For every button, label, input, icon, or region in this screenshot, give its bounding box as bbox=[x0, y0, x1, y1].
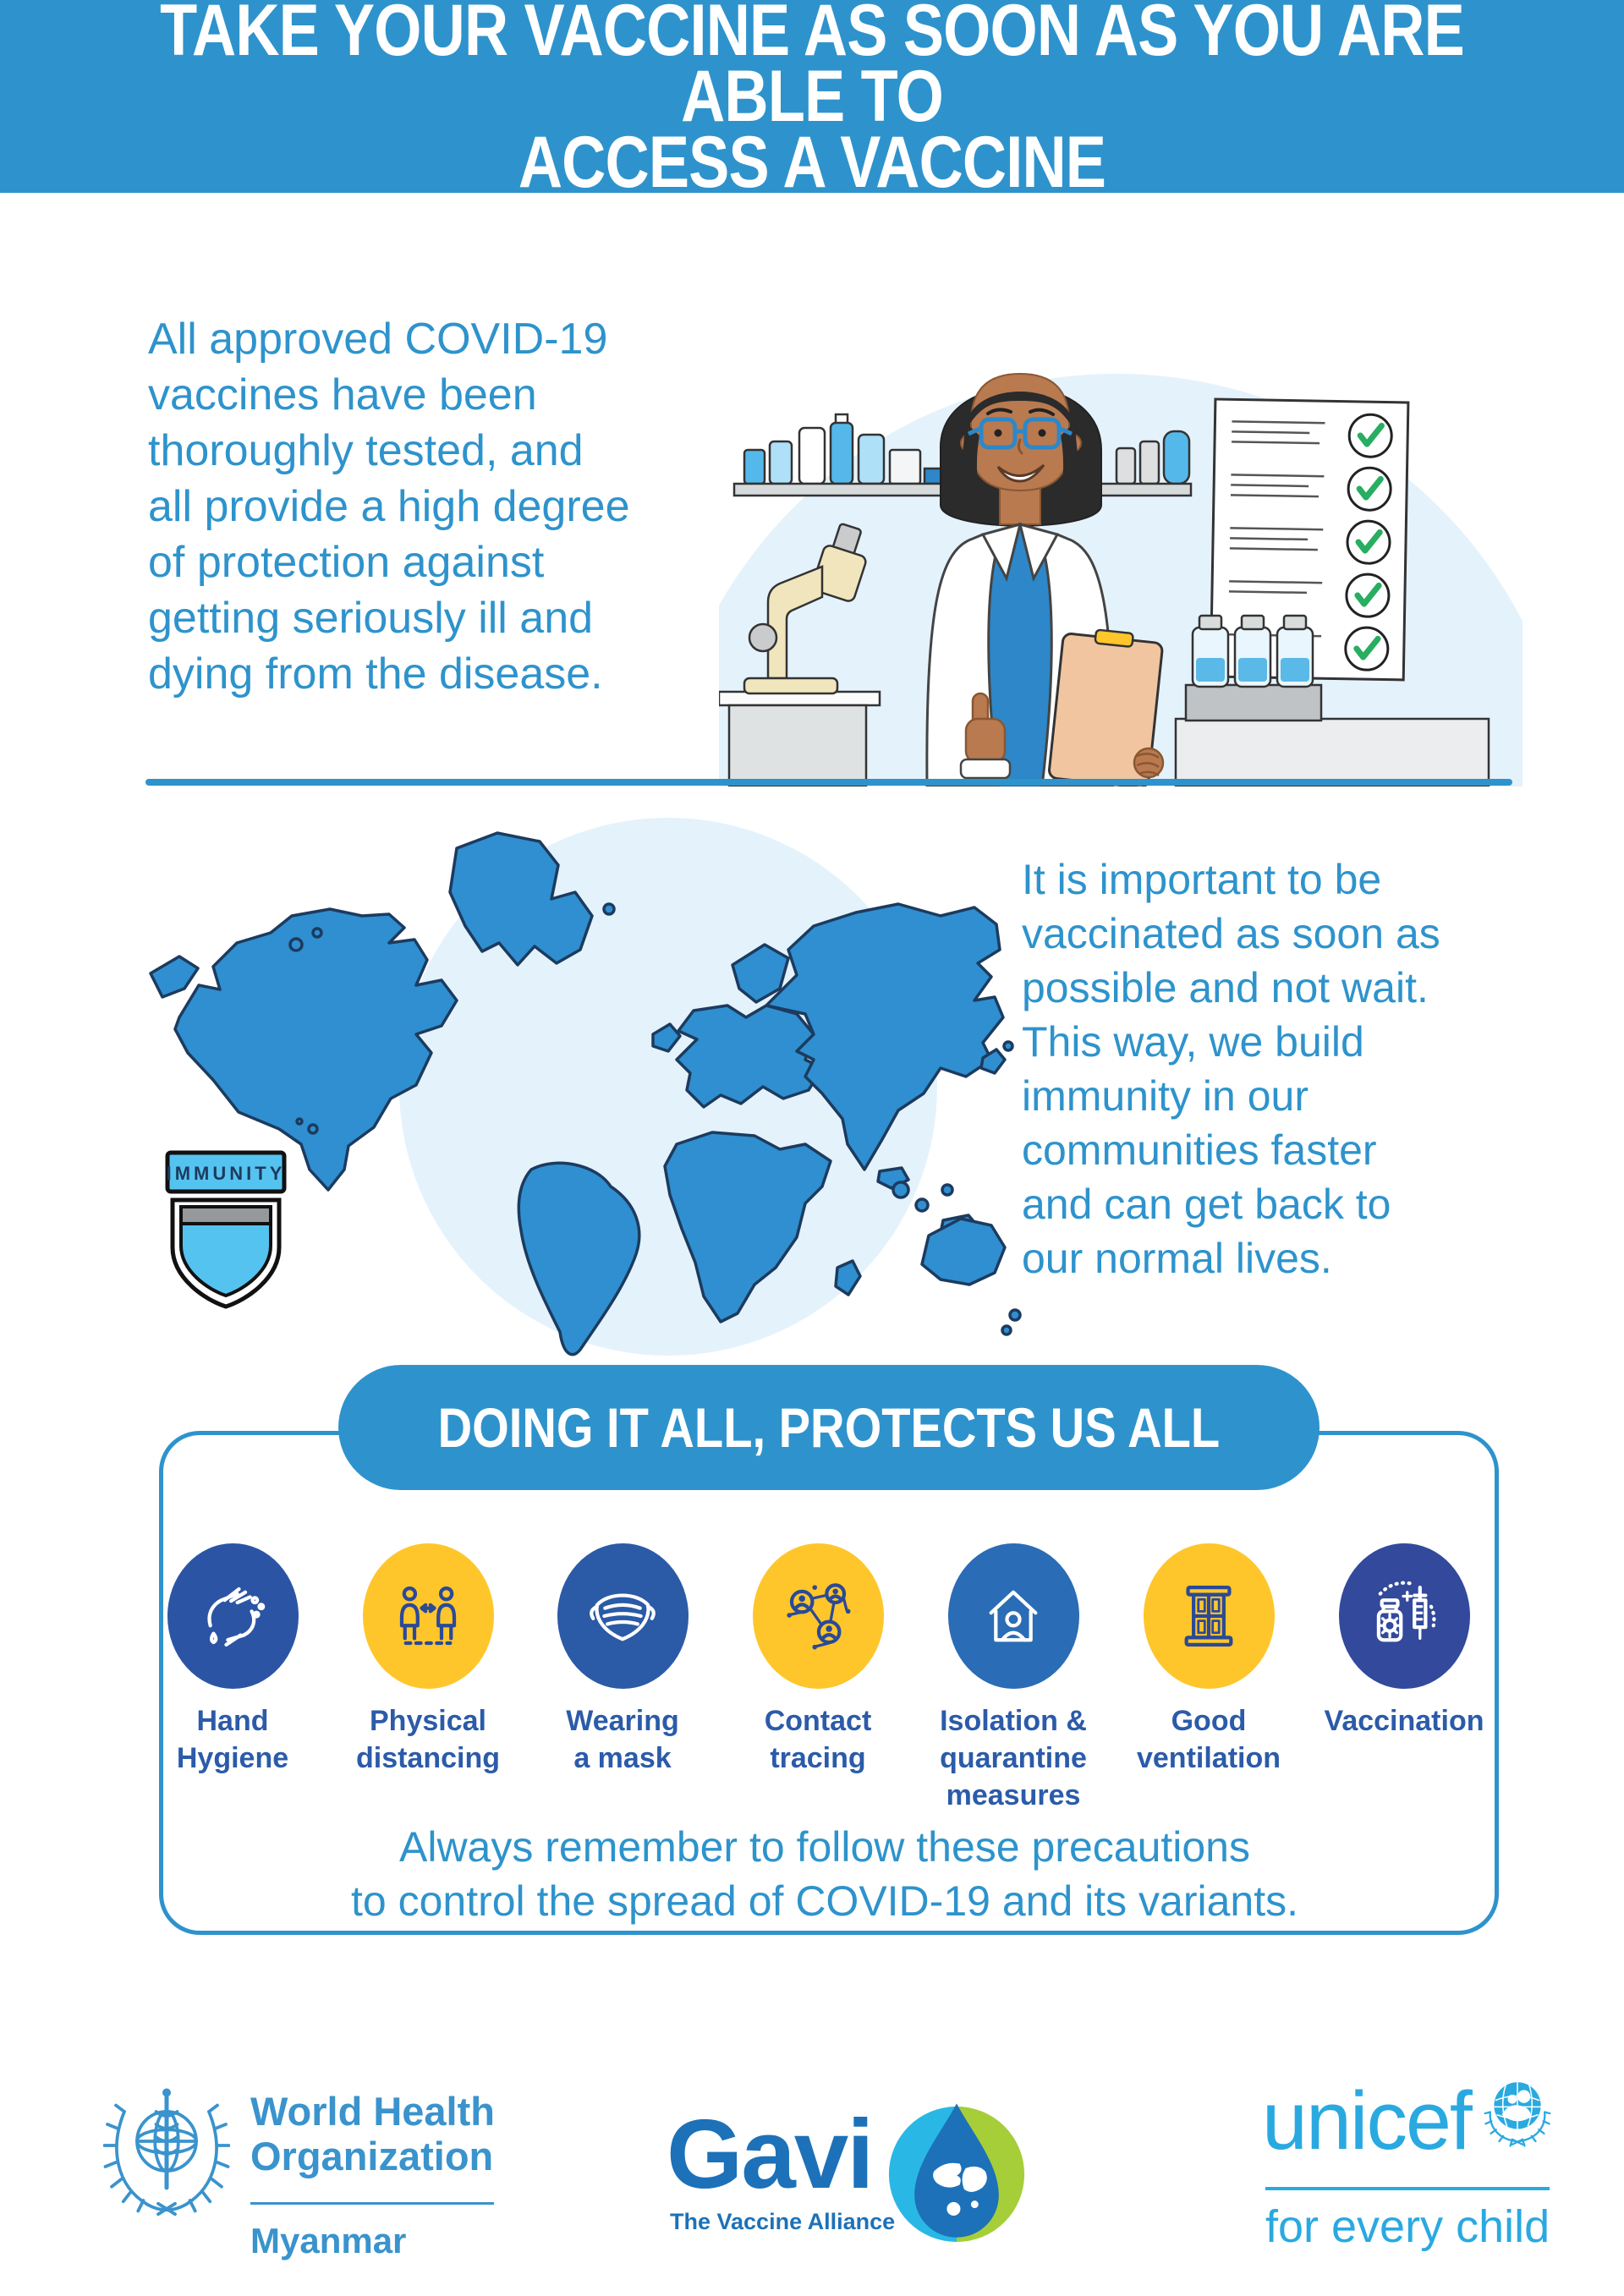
mask-icon bbox=[557, 1543, 689, 1689]
intro-paragraph bbox=[148, 311, 774, 702]
icon-label: Good ventilation bbox=[1136, 1705, 1281, 1774]
section-divider bbox=[145, 779, 1512, 786]
world-map bbox=[135, 808, 1032, 1370]
precaution-isolation-quarantine bbox=[916, 1543, 1111, 1814]
who-logo-text bbox=[250, 2089, 495, 2178]
health-worker-illustration bbox=[719, 323, 1522, 786]
icon-label: Isolation & quarantine measures bbox=[940, 1705, 1087, 1811]
who-country: Myanmar bbox=[250, 2221, 407, 2260]
precaution-vaccination bbox=[1307, 1543, 1501, 1740]
physical-distancing-icon bbox=[363, 1543, 494, 1689]
precaution-hand-hygiene bbox=[135, 1543, 330, 1777]
precautions-note bbox=[159, 1820, 1490, 1928]
unicef-logo-emblem bbox=[1479, 2072, 1556, 2150]
contact-tracing-icon bbox=[753, 1543, 884, 1689]
header-title-line2: ACCESS A VACCINE bbox=[518, 122, 1106, 203]
map-line: possible and not wait. bbox=[1022, 964, 1429, 1011]
map-line: our normal lives. bbox=[1022, 1235, 1332, 1282]
icon-label: Hand Hygiene bbox=[176, 1705, 289, 1774]
shield-label: IMMUNITY bbox=[166, 1163, 286, 1184]
precaution-physical-distancing bbox=[331, 1543, 525, 1777]
map-line: immunity in our bbox=[1022, 1072, 1309, 1120]
header-title-line1: TAKE YOUR VACCINE AS SOON AS YOU ARE ABLE TO bbox=[160, 0, 1464, 137]
note-line1: Always remember to follow these precautions bbox=[398, 1823, 1250, 1871]
gavi-tagline: The Vaccine Alliance bbox=[670, 2209, 896, 2234]
intro-line: of protection against bbox=[148, 538, 545, 587]
hand-hygiene-icon bbox=[167, 1543, 299, 1689]
map-line: vaccinated as soon as bbox=[1022, 910, 1440, 957]
precaution-wearing-a-mask bbox=[525, 1543, 720, 1777]
map-line: communities faster bbox=[1022, 1126, 1377, 1174]
precaution-contact-tracing bbox=[721, 1543, 915, 1777]
who-divider-line bbox=[250, 2202, 494, 2205]
who-logo-emblem bbox=[103, 2082, 230, 2222]
unicef-divider-line bbox=[1265, 2187, 1550, 2190]
who-name-line2: Organization bbox=[250, 2134, 494, 2178]
note-line2: to control the spread of COVID-19 and its variants. bbox=[351, 1877, 1298, 1925]
precaution-good-ventilation bbox=[1111, 1543, 1306, 1777]
icon-label: Wearing a mask bbox=[566, 1705, 679, 1774]
map-line: and can get back to bbox=[1022, 1181, 1391, 1228]
vaccination-icon bbox=[1339, 1543, 1470, 1689]
ventilation-icon bbox=[1144, 1543, 1275, 1689]
intro-line: vaccines have been bbox=[148, 370, 537, 419]
map-line: It is important to be bbox=[1022, 856, 1382, 903]
isolation-icon bbox=[948, 1543, 1079, 1689]
header-banner bbox=[0, 0, 1624, 203]
gavi-logo-text: Gavi bbox=[667, 2099, 873, 2209]
precautions-banner-text: DOING IT ALL, PROTECTS US ALL bbox=[437, 1396, 1221, 1459]
intro-line: getting seriously ill and bbox=[148, 594, 594, 643]
icon-label: Contact tracing bbox=[764, 1705, 872, 1774]
intro-line: dying from the disease. bbox=[148, 649, 603, 699]
intro-line: all provide a high degree bbox=[148, 482, 630, 531]
gavi-logo-emblem bbox=[881, 2099, 1032, 2249]
immunity-paragraph bbox=[1022, 852, 1563, 1285]
precautions-banner bbox=[338, 1365, 1320, 1490]
immunity-shield bbox=[167, 1153, 286, 1307]
map-line: This way, we build bbox=[1022, 1018, 1364, 1066]
icon-label: Physical distancing bbox=[355, 1705, 501, 1774]
intro-line: All approved COVID-19 bbox=[148, 315, 608, 364]
who-name-line1: World Health bbox=[250, 2089, 495, 2134]
unicef-tagline: for every child bbox=[1265, 2201, 1550, 2252]
intro-line: thoroughly tested, and bbox=[148, 426, 584, 475]
unicef-logo-text: unicef bbox=[1262, 2074, 1471, 2167]
icon-label: Vaccination bbox=[1324, 1705, 1484, 1737]
